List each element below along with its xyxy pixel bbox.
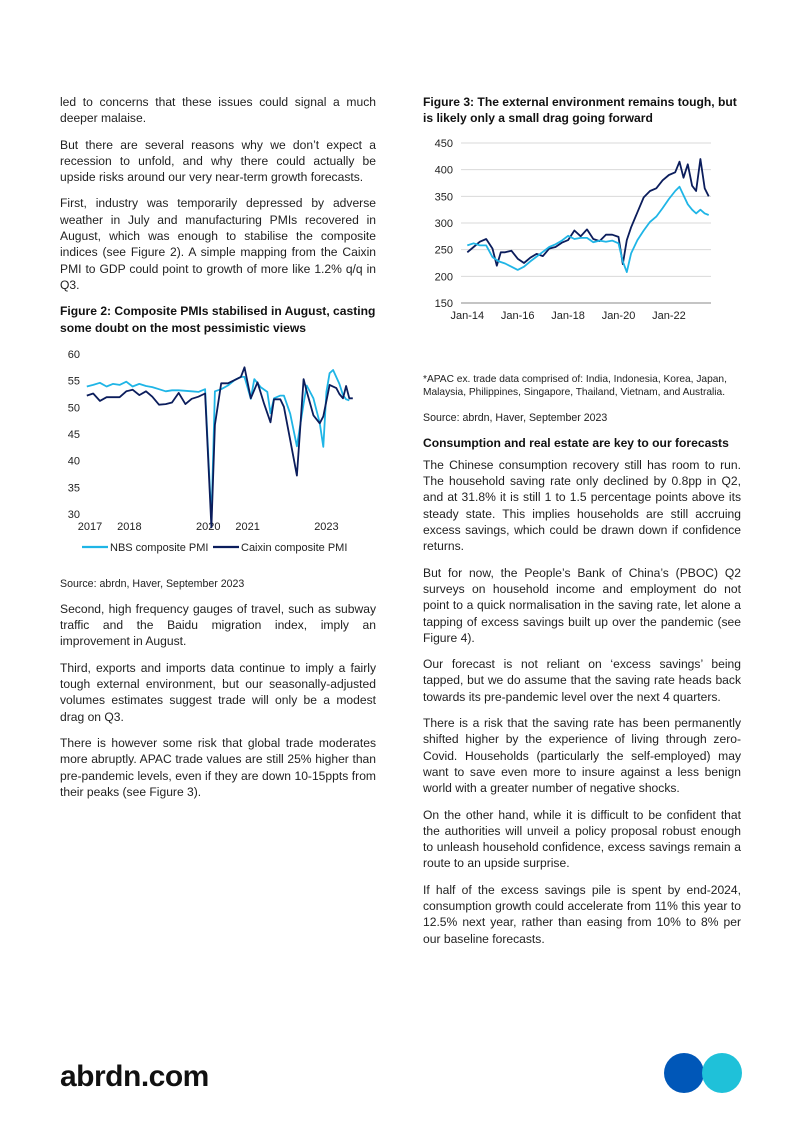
figure-3-title: Figure 3: The external environment remains tough, but is likely only a small drag going forward — [423, 95, 737, 126]
right-column — [423, 94, 741, 957]
y-tick-label: 60 — [67, 348, 80, 361]
abrdn-logo: abrdn.com — [60, 1060, 209, 1093]
figure-2-title: Figure 2: Composite PMIs stabilised in August, casting some doubt on the most pessimistic views — [60, 304, 376, 335]
x-tick-label: Jan-18 — [551, 309, 585, 322]
y-tick-label: 50 — [67, 402, 80, 415]
figure-3-footnote: *APAC ex. trade data comprised of: India, Indonesia, Korea, Japan, Malaysia, Philippines, Singapore, Thailand, Vietnam, and Australia. — [423, 373, 727, 398]
x-tick-label: 2018 — [117, 520, 142, 533]
figure-3-chart — [423, 133, 741, 368]
x-tick-label: 2021 — [235, 520, 260, 533]
paragraph: led to concerns that these issues could signal a much deeper malaise. — [60, 95, 376, 126]
logo-dot-cyan-icon — [702, 1053, 742, 1093]
paragraph: The Chinese consumption recovery still has room to run. The household saving rate only declined by 0.8pp in Q2, and at 31.8% it is still 1 to 1.5 percentage points above its steady state. This implies households are still accruing excess savings, which could be drawn down if confidence returns. — [423, 457, 741, 554]
y-tick-label: 200 — [434, 270, 453, 283]
y-tick-label: 250 — [434, 244, 453, 257]
figure-3-source: Source: abrdn, Haver, September 2023 — [423, 411, 608, 424]
x-tick-label: 2020 — [195, 520, 221, 533]
y-tick-label: 45 — [67, 428, 80, 441]
y-tick-label: 35 — [67, 482, 80, 495]
paragraph: If half of the excess savings pile is spent by end-2024, consumption growth could accelerate from 11% this year to 12.5% next year, rather than easing from 10% to 8% per our baseline forecasts. — [423, 882, 741, 946]
y-tick-label: 300 — [434, 217, 453, 230]
logo-dot-dark-icon — [664, 1053, 704, 1093]
x-tick-label: Jan-22 — [652, 309, 686, 322]
y-tick-label: 55 — [67, 375, 80, 388]
y-tick-label: 30 — [67, 508, 80, 521]
section-subheading: Consumption and real estate are key to our forecasts — [423, 435, 729, 450]
paragraph: Third, exports and imports data continue to imply a fairly tough external environment, but our seasonally-adjusted volumes estimates suggest trade will only be a modest drag on Q3. — [60, 660, 376, 724]
figure-2-source: Source: abrdn, Haver, September 2023 — [60, 577, 245, 590]
series-line — [87, 367, 353, 527]
paragraph: First, industry was temporarily depressed by adverse weather in July and manufacturing PMIs recovered in August, which was enough to stabilise the composite indices (see Figure 2). A simple mapping from the Caixin PMI to GDP could point to growth of more like 1.2% q/q in Q3. — [60, 196, 376, 292]
x-tick-label: Jan-20 — [601, 309, 636, 322]
x-tick-label: Jan-16 — [500, 309, 535, 322]
paragraph: On the other hand, while it is difficult to be confident that the authorities will unveil a policy proposal robust enough to unleash household confidence, excess savings remain a route to an upside surprise. — [423, 807, 741, 871]
figure-2-chart — [60, 342, 376, 572]
paragraph: There is a risk that the saving rate has been permanently shifted higher by the experience of living through zero-Covid. Households (particularly the self-employed) may want to save even more to insure against a less benign world with a greater number of negative shocks. — [423, 716, 741, 796]
left-column — [60, 94, 376, 810]
x-tick-label: 2023 — [314, 520, 339, 533]
paragraph: But for now, the People’s Bank of China’s (PBOC) Q2 surveys on household income and employment do not point to a quick normalisation in the saving rate, let alone a tapping of excess savings built up over the pandemic (see Figure 4). — [423, 565, 741, 645]
y-tick-label: 350 — [434, 190, 453, 203]
legend-label: Caixin composite PMI — [241, 541, 348, 554]
legend-label: NBS composite PMI — [110, 541, 209, 554]
y-tick-label: 40 — [67, 455, 80, 468]
paragraph: Our forecast is not reliant on ‘excess savings’ being tapped, but we do assume that the saving rate heads back towards its pre-pandemic level over the next 4 quarters. — [423, 657, 741, 704]
y-tick-label: 150 — [434, 297, 453, 310]
x-tick-label: Jan-14 — [450, 309, 485, 322]
paragraph: But there are several reasons why we don’t expect a recession to unfold, and why there could actually be upside risks around our very near-term growth forecasts. — [60, 137, 376, 185]
y-tick-label: 450 — [434, 137, 453, 150]
paragraph: There is however some risk that global trade moderates more abruptly. APAC trade values are still 25% higher than pre-pandemic levels, even if they are down 10-15ppts from their peaks (see Figure 3). — [60, 735, 376, 799]
y-tick-label: 400 — [434, 164, 453, 177]
paragraph: Second, high frequency gauges of travel, such as subway traffic and the Baidu migration index, imply an improvement in August. — [60, 601, 376, 649]
x-tick-label: 2017 — [77, 520, 103, 533]
